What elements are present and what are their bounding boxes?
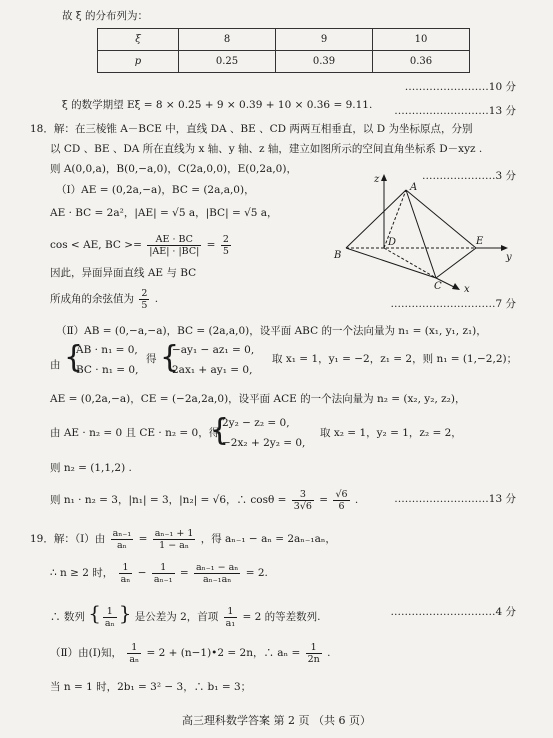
line-text: = 2 的等差数列.	[242, 611, 321, 623]
q18-cos-line	[50, 230, 233, 260]
numerator: 1	[224, 606, 237, 618]
distribution-table	[97, 28, 470, 73]
line-text: .	[327, 647, 331, 659]
z-axis-arrow-icon	[381, 174, 387, 181]
fraction	[194, 562, 240, 585]
brace: {	[210, 413, 230, 448]
label-x: x	[464, 284, 470, 295]
numerator: 1	[127, 642, 141, 654]
fraction	[153, 528, 196, 551]
line-text: = 2.	[245, 567, 268, 579]
table-row	[98, 29, 470, 51]
denominator: 6	[338, 500, 345, 512]
line-text: 由	[50, 359, 61, 371]
fraction	[111, 528, 134, 551]
numerator: √6	[335, 488, 348, 500]
edge-AC	[406, 190, 436, 278]
table-cell: 0.39	[276, 51, 373, 73]
table-row	[98, 51, 470, 73]
q18-line-9: （Ⅱ）AB = (0,−a,−a)，BC = (2a,a,0)，设平面 ABC 的一个法向量为 n₁ = (x₁, y₁, z₁)，	[56, 325, 487, 337]
line-text: = 2 + (n−1)•2 = 2n，∴ aₙ =	[146, 647, 301, 659]
cos-prefix: cos < AE, BC >=	[50, 239, 142, 251]
equals: =	[206, 239, 216, 251]
denominator: 3√6	[293, 500, 312, 512]
denominator: aₙ	[104, 617, 115, 629]
score-mark: …………………………7 分	[390, 298, 516, 310]
label-A: A	[410, 182, 418, 193]
fraction	[221, 234, 231, 257]
fraction	[103, 606, 117, 629]
fraction	[152, 562, 175, 585]
q19-line-5: 当 n = 1 时，2b₁ = 3² − 3，∴ b₁ = 3；	[50, 681, 252, 693]
fraction	[306, 642, 322, 665]
denominator: aₙ	[117, 539, 127, 551]
numerator: 2	[222, 233, 229, 245]
fraction	[127, 642, 141, 665]
table-cell: p	[98, 51, 179, 73]
denominator: 2n	[307, 653, 320, 665]
q19-line-2	[50, 558, 268, 588]
q18-line-8: 所成角的余弦值为 $\frac{2}{5}$ .	[50, 287, 159, 311]
equals: =	[138, 533, 148, 545]
label-B: B	[334, 250, 342, 261]
table-cell: ξ	[98, 29, 179, 51]
page-footer: 高三理科数学答案 第 2 页 （共 6 页）	[182, 714, 371, 727]
brace: {	[160, 340, 180, 375]
numerator: 3	[292, 489, 314, 501]
numerator: AE · BC	[147, 234, 201, 246]
tetrahedron-figure	[326, 170, 516, 295]
label-y: y	[506, 252, 512, 263]
denominator: a₁	[225, 617, 236, 629]
score-mark: ………………………13 分	[394, 493, 516, 505]
q18-line-2: 以 CD 、BE 、DA 所在直线为 x 轴、y 轴、z 轴，建立如图所示的空间直角坐标系 D－xyz .	[50, 143, 483, 155]
q18-line-13: 则 n₂ = (1,1,2) .	[50, 462, 132, 474]
q18-line-1: 18．解：在三棱锥 A－BCE 中，直线 DA 、BE 、CD 两两互相垂直，以 D 为坐标原点，分别	[30, 123, 473, 135]
q19-line-1	[30, 524, 336, 554]
minus: −	[137, 567, 147, 579]
denominator: 5	[222, 245, 229, 257]
line-text: 则 n₁ · n₂ = 3，|n₁| = 3，|n₂| = √6，∴ cosθ =	[50, 494, 287, 506]
numerator: 1	[103, 606, 117, 618]
numerator: aₙ₋₁ − aₙ	[196, 561, 239, 573]
line-text: ∴ n ≥ 2 时，	[50, 567, 114, 579]
fraction	[139, 288, 149, 311]
fraction	[333, 489, 349, 512]
denominator: 5	[141, 299, 148, 311]
line-text: 是公差为 2，首项	[134, 611, 219, 623]
equation: AB · n₁ = 0,	[76, 344, 138, 356]
q19-line-3: ∴ 数列 { $\frac{1}{\text{aₙ}}$ } 是公差为 2，首项 $\frac{1}{\text{a₁}}$ = 2 的等差数列.	[50, 601, 321, 629]
fraction	[147, 234, 201, 257]
equals: =	[179, 567, 189, 579]
q18-line-14: 则 n₁ · n₂ = 3，|n₁| = 3，|n₂| = √6，∴ cosθ = $\frac{3}{3√6}$ = $\frac{√6}{6}$ .	[50, 488, 359, 512]
score-mark: ………………………13 分	[394, 105, 516, 117]
table-cell: 0.25	[179, 51, 276, 73]
label-E: E	[476, 236, 484, 247]
score-mark: ……………………10 分	[404, 81, 516, 93]
fraction	[224, 606, 237, 629]
table-cell: 0.36	[373, 51, 470, 73]
edge-BC	[346, 248, 436, 278]
denominator: aₙ₋₁aₙ	[203, 573, 232, 585]
denominator: aₙ	[129, 653, 140, 665]
intro-text: 故 ξ 的分布列为：	[62, 10, 148, 22]
denominator: 1 − aₙ	[159, 539, 189, 551]
score-mark: …………………3 分	[421, 170, 516, 182]
denominator: |AE| · |BC|	[149, 245, 200, 257]
line-text: 由 AE · n₂ = 0 且 CE · n₂ = 0，得	[50, 427, 220, 439]
line-text: 19．解：（Ⅰ）由	[30, 533, 106, 545]
equation: BC · n₁ = 0,	[76, 364, 139, 376]
table-cell: 10	[373, 29, 470, 51]
edge-AE	[406, 190, 476, 248]
line-text: 得	[146, 353, 157, 365]
numerator: 1	[306, 642, 322, 654]
fraction	[292, 489, 314, 512]
equation: −2x₂ + 2y₂ = 0,	[222, 437, 306, 449]
q18-line-3: 则 A(0,0,a)，B(0,−a,0)，C(2a,0,0)，E(0,2a,0)，	[50, 163, 297, 175]
q18-line-5: AE · BC = 2a²，|AE| = √5 a，|BC| = √5 a，	[50, 207, 278, 219]
numerator: 1	[152, 562, 175, 574]
table-cell: 9	[276, 29, 373, 51]
line-text: 取 x₂ = 1，y₂ = 1，z₂ = 2，	[320, 427, 462, 439]
label-C: C	[434, 281, 442, 292]
equation: 2ax₁ + ay₁ = 0,	[172, 364, 253, 376]
edge-AB	[346, 190, 406, 248]
score-mark: …………………………4 分	[390, 606, 516, 618]
q18-line-7: 因此，异面异面直线 AE 与 BC	[50, 267, 197, 279]
line-text: 取 x₁ = 1，y₁ = −2，z₁ = 2，则 n₁ = (1,−2,2)；	[272, 353, 518, 365]
equals: =	[319, 494, 329, 506]
q19-line-4	[50, 638, 330, 668]
numerator: aₙ₋₁ + 1	[154, 527, 194, 539]
brace: {	[64, 340, 84, 375]
denominator: aₙ	[120, 573, 131, 585]
equation: 2y₂ − z₂ = 0,	[222, 417, 290, 429]
numerator: 2	[141, 287, 148, 299]
table-cell: 8	[179, 29, 276, 51]
line-text: ∴ 数列	[50, 611, 85, 623]
line-text: 所成角的余弦值为	[50, 293, 134, 305]
label-D: D	[388, 237, 397, 248]
equation: −ay₁ − az₁ = 0,	[172, 344, 255, 356]
line-text: （Ⅱ）由(Ⅰ)知，	[50, 647, 122, 659]
expectation-line: ξ 的数学期望 Eξ = 8 × 0.25 + 9 × 0.39 + 10 × 0.36 = 9.11.	[62, 99, 373, 111]
numerator: 1	[119, 562, 133, 574]
edge-CE	[436, 248, 476, 278]
q18-line-4: （Ⅰ）AE = (0,2a,−a)，BC = (2a,a,0)，	[56, 184, 255, 196]
y-axis-arrow-icon	[501, 245, 508, 251]
fraction	[119, 562, 133, 585]
denominator: aₙ₋₁	[153, 573, 173, 585]
numerator: aₙ₋₁	[112, 527, 132, 539]
label-z: z	[374, 174, 380, 185]
q18-system-1	[50, 352, 61, 378]
line-text: ，得 aₙ₋₁ − aₙ = 2aₙ₋₁aₙ，	[200, 533, 336, 545]
q18-line-11: AE = (0,2a,−a)，CE = (−2a,2a,0)，设平面 ACE 的一个法向量为 n₂ = (x₂, y₂, z₂)，	[50, 393, 466, 405]
